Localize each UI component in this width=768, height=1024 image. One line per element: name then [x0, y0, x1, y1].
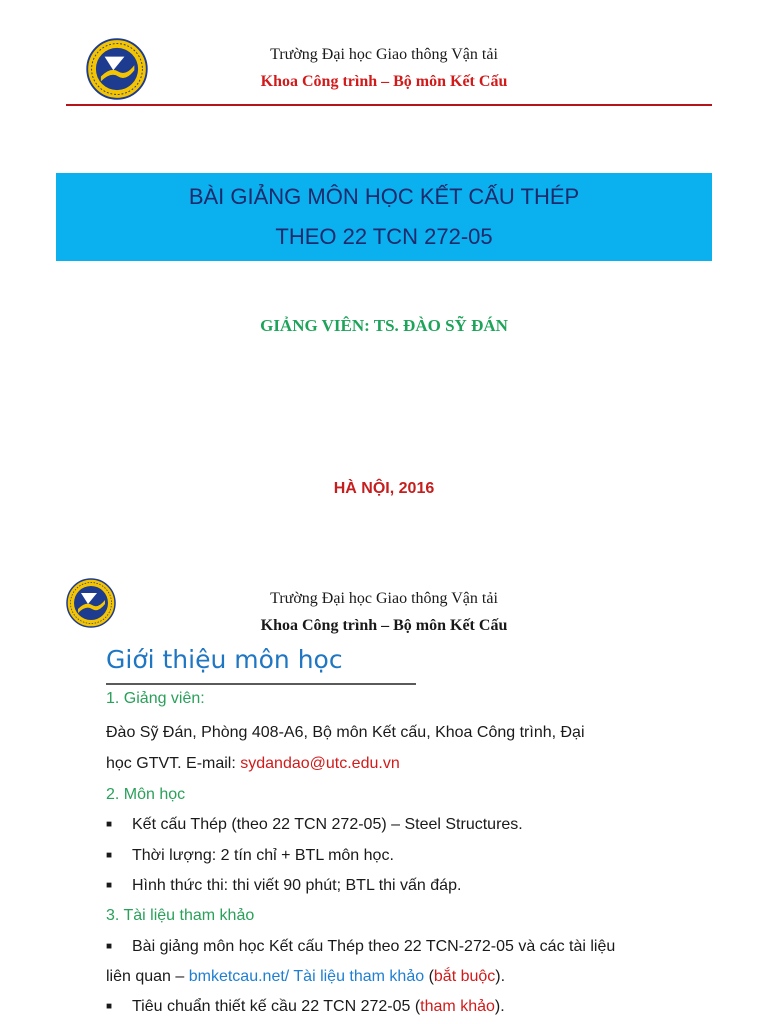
lecturer-info-line1: Đào Sỹ Đán, Phòng 408-A6, Bộ môn Kết cấu, Khoa Công trình, Đại — [106, 724, 585, 741]
department-name-2: Khoa Công trình – Bộ môn Kết Cấu — [260, 617, 508, 634]
required-label: bắt buộc — [433, 968, 496, 985]
list-item — [106, 847, 394, 865]
list-item-continued — [106, 968, 505, 986]
list-item — [106, 938, 615, 956]
list-item-text: liên quan – — [106, 968, 189, 985]
list-item-text: Thời lượng: 2 tín chỉ + BTL môn học. — [132, 847, 394, 864]
list-item-text: Tiêu chuẩn thiết kế cầu 22 TCN 272-05 ( — [132, 998, 421, 1015]
lecturer-info-line2 — [106, 755, 400, 773]
reference-link[interactable]: bmketcau.net/ Tài liệu tham khảo — [188, 968, 425, 985]
header-divider — [66, 104, 712, 106]
list-item-text: Kết cấu Thép (theo 22 TCN 272-05) – Steel Structures. — [132, 816, 523, 833]
department-name: Khoa Công trình – Bộ môn Kết Cấu — [260, 73, 508, 90]
lecturer-section-title: 1. Giảng viên: — [106, 690, 205, 707]
paren-open: ( — [424, 968, 434, 985]
title-banner — [56, 173, 712, 261]
reference-label: tham khảo — [420, 998, 495, 1015]
lecturer-name: GIẢNG VIÊN: TS. ĐÀO SỸ ĐÁN — [260, 316, 508, 335]
course-title: BÀI GIẢNG MÔN HỌC KẾT CẤU THÉP — [188, 184, 580, 209]
email-label: học GTVT. E-mail: — [106, 755, 241, 772]
email-link[interactable]: sydandao@utc.edu.vn — [240, 755, 400, 772]
heading-underline — [106, 683, 416, 685]
paren-close: ). — [495, 968, 506, 985]
references-section-title: 3. Tài liệu tham khảo — [106, 907, 255, 924]
university-name: Trường Đại học Giao thông Vận tải — [270, 46, 498, 63]
list-item — [106, 998, 505, 1016]
bullet-icon: ■ — [106, 941, 113, 952]
list-item — [106, 816, 523, 834]
bullet-icon: ■ — [106, 880, 113, 891]
list-item-text: Hình thức thi: thi viết 90 phút; BTL thi vấn đáp. — [132, 877, 462, 894]
list-item — [106, 877, 461, 895]
place-year: HÀ NỘI, 2016 — [333, 480, 435, 497]
paren-close: ). — [494, 998, 505, 1015]
section-heading: Giới thiệu môn học — [106, 645, 343, 674]
course-section-title: 2. Môn học — [106, 786, 186, 803]
course-subtitle: THEO 22 TCN 272-05 — [275, 224, 493, 249]
bullet-icon: ■ — [106, 1001, 113, 1012]
bullet-icon: ■ — [106, 850, 113, 861]
list-item-text: Bài giảng môn học Kết cấu Thép theo 22 TCN-272-05 và các tài liệu — [132, 938, 616, 955]
bullet-icon: ■ — [106, 819, 113, 830]
university-name-2: Trường Đại học Giao thông Vận tải — [270, 590, 498, 607]
